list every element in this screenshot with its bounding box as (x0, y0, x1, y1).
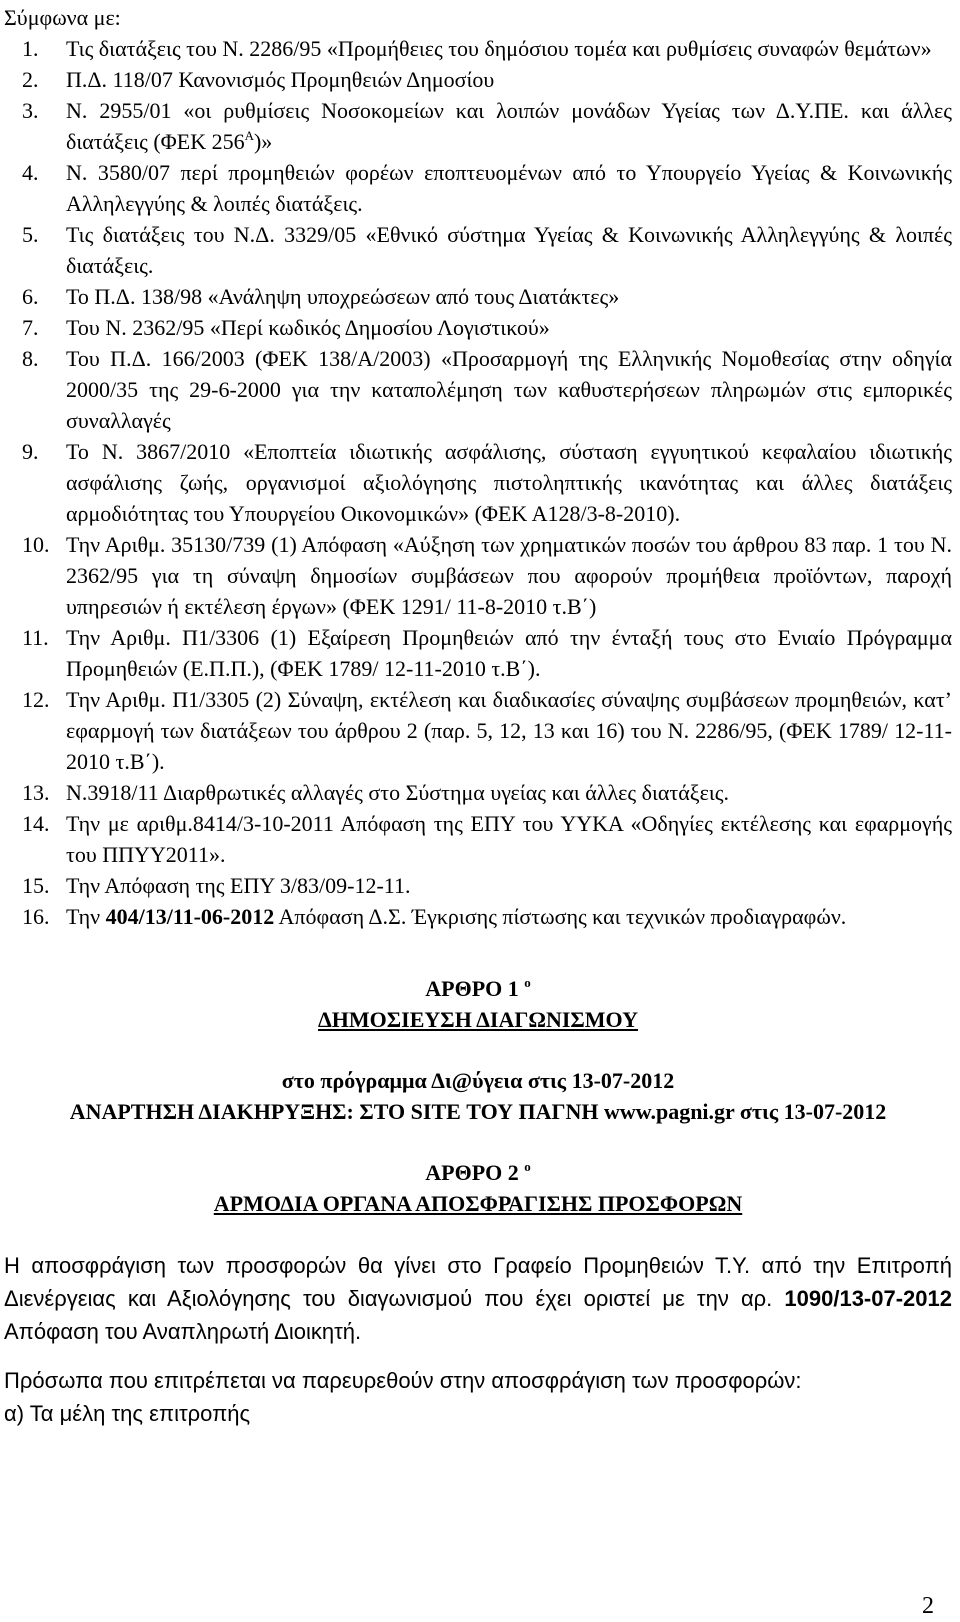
list-item: 13. Ν.3918/11 Διαρθρωτικές αλλαγές στο Σύστημα υγείας και άλλες διατάξεις. (22, 780, 729, 805)
list-item: 6. Το Π.Δ. 138/98 «Ανάληψη υποχρεώσεων από τους Διατάκτες» (22, 284, 620, 309)
attendees-item: α) Τα μέλη της επιτροπής (4, 1401, 251, 1426)
list-item: 2. Π.Δ. 118/07 Κανονισμός Προμηθειών Δημοσίου (22, 67, 495, 92)
attendees-line: Πρόσωπα που επιτρέπεται να παρευρεθούν στην αποσφράγιση των προσφορών: (4, 1368, 802, 1393)
list-item: 10. Την Αριθμ. 35130/739 (1) Απόφαση «Αύξηση των χρηματικών ποσών του άρθρου 83 παρ. 1 του Ν. 2362/95 για τη σύναψη δημοσίων συμβάσεων που αφορούν προμήθεια προϊόντων, παροχή υπηρεσιών ή εκτέλεση έργων» (ΦΕΚ 1291/ 11-8-2010 τ.Β΄) (22, 532, 952, 619)
decision-number: 404/13/11-06-2012 (105, 904, 275, 929)
list-item: 14. Την με αριθμ.8414/3-10-2011 Απόφαση της ΕΠΥ του ΥΥΚΑ «Οδηγίες εκτέλεσης και εφαρμογής του ΠΠΥΥ2011». (22, 811, 952, 867)
list-item: 5. Τις διατάξεις του Ν.Δ. 3329/05 «Εθνικό σύστημα Υγείας & Κοινωνικής Αλληλεγγύης & λοιπές διατάξεις. (22, 222, 952, 278)
list-item: 11. Την Αριθμ. Π1/3306 (1) Εξαίρεση Προμηθειών από την ένταξή τους στο Ενιαίο Πρόγραμμα Προμηθειών (Ε.Π.Π.), (ΦΕΚ 1789/ 12-11-2010 τ.Β΄). (22, 625, 952, 681)
list-item: 15. Την Απόφαση της ΕΠΥ 3/83/09-12-11. (22, 873, 411, 898)
posting-line: ΑΝΑΡΤΗΣΗ ΔΙΑΚΗΡΥΞΗΣ: ΣΤΟ SITE ΤΟΥ ΠΑΓΝΗ www.pagni.gr στις 13-07-2012 (69, 1099, 887, 1124)
list-item: 4. Ν. 3580/07 περί προμηθειών φορέων εποπτευομένων από το Υπουργείο Υγείας & Κοινωνικής Αλληλεγγύης & λοιπές διατάξεις. (22, 160, 952, 216)
list-item: 8. Του Π.Δ. 166/2003 (ΦΕΚ 138/Α/2003) «Προσαρμογή της Ελληνικής Νομοθεσίας στην οδηγία 2000/35 της 29-6-2000 για την καταπολέμηση των καθυστερήσεων πληρωμών στις εμπορικές συναλλαγές (22, 346, 952, 433)
publication-line: στο πρόγραμμα Δι@ύγεια στις 13-07-2012 (281, 1068, 675, 1093)
list-item: 16. Την 404/13/11-06-2012 Απόφαση Δ.Σ. Έγκρισης πίστωσης και τεχνικών προδιαγραφών. (22, 904, 847, 929)
legal-basis-list (4, 33, 952, 932)
decision-ref: 1090/13-07-2012 (784, 1286, 952, 1311)
list-item: 3. Ν. 2955/01 «οι ρυθμίσεις Νοσοκομείων και λοιπών μονάδων Υγείας των Δ.Υ.ΠΕ. και άλλες διατάξεις (ΦΕΚ $256^A$)» (22, 98, 952, 154)
list-item: 9. Το Ν. 3867/2010 «Εποπτεία ιδιωτικής ασφάλισης, σύσταση εγγυητικού κεφαλαίου ιδιωτικής ασφάλισης ζωής, οργανισμοί αξιολόγησης πιστοληπτικής ικανότητας και άλλες διατάξεις αρμοδιότητας του Υπουργείου Οικονομικών» (ΦΕΚ Α128/3-8-2010). (22, 439, 952, 526)
document-page (4, 0, 952, 1622)
article2-title: ΑΡΘΡΟ 2 $^o$ (425, 1159, 531, 1185)
article1-subtitle: ΔΗΜΟΣΙΕΥΣΗ ΔΙΑΓΩΝΙΣΜΟΥ (318, 1007, 638, 1032)
article1-title: ΑΡΘΡΟ 1 $^o$ (425, 975, 531, 1001)
list-item: 12. Την Αριθμ. Π1/3305 (2) Σύναψη, εκτέλεση και διαδικασίες σύναψης συμβάσεων προμηθειών, κατ’ εφαρμογή των διατάξεων του άρθρου 2 (παρ. 5, 12, 13 και 16) του Ν. 2286/95, (ΦΕΚ 1789/ 12-11-2010 τ.Β΄). (22, 687, 952, 774)
page-number: 2 (922, 1593, 934, 1619)
intro-text: Σύμφωνα με: (4, 5, 121, 30)
list-item: 1. Τις διατάξεις του Ν. 2286/95 «Προμήθειες του δημόσιου τομέα και ρυθμίσεις συναφών θεμάτων» (22, 36, 932, 61)
article2-subtitle: ΑΡΜΟΔΙΑ ΟΡΓΑΝΑ ΑΠΟΣΦΡΑΓΙΣΗΣ ΠΡΟΣΦΟΡΩΝ (213, 1191, 743, 1216)
opening-paragraph: Η αποσφράγιση των προσφορών θα γίνει στο Γραφείο Προμηθειών Τ.Υ. από την Επιτροπή Διενέργειας και Αξιολόγησης του διαγωνισμού που έχει οριστεί με την αρ. 1090/13-07-2012 Απόφαση του Αναπληρωτή Διοικητή. (4, 1253, 952, 1344)
list-item: 7. Του Ν. 2362/95 «Περί κωδικός Δημοσίου Λογιστικού» (22, 315, 550, 340)
